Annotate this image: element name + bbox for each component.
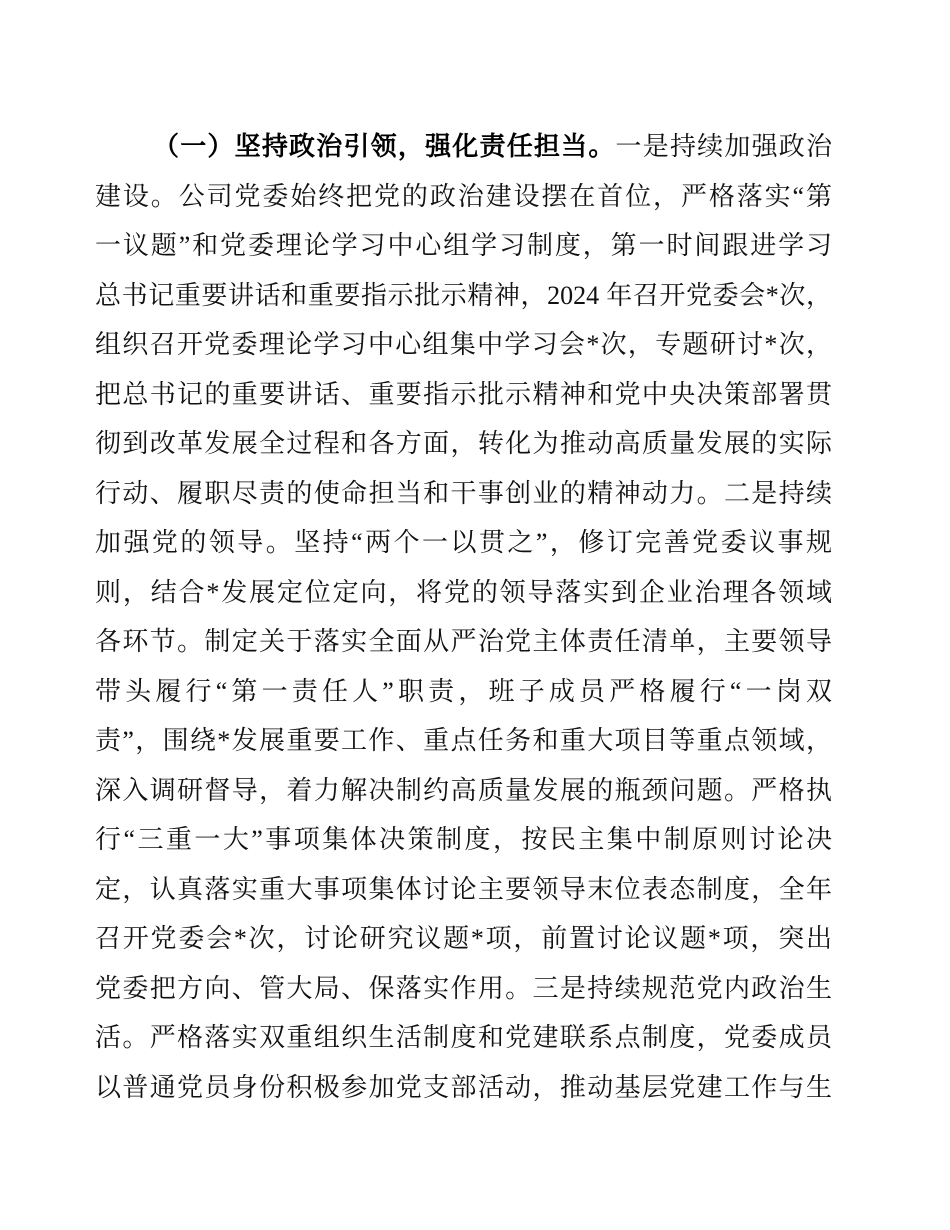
text-line: 定，认真落实重大事项集体讨论主要领导末位表态制度，全年 [95,874,832,904]
paragraph [95,122,832,1112]
text-line: 则，结合*发展定位定向，将党的领导落实到企业治理各领域 [95,577,832,607]
section-heading: （一）坚持政治引领，强化责任担当。 [153,132,616,161]
text-line: 以普通党员身份积极参加党支部活动，推动基层党建工作与生 [95,1072,832,1102]
text-line: 行“三重一大”事项集体决策制度，按民主集中制原则讨论决 [95,825,832,854]
text-line: 建设。公司党委始终把党的政治建设摆在首位，严格落实“第 [95,181,832,211]
text-line: 行动、履职尽责的使命担当和干事创业的精神动力。二是持续 [95,478,832,508]
text-line: 召开党委会*次，讨论研究议题*项，前置讨论议题*项，突出 [95,924,832,953]
text-line: 深入调研督导，着力解决制约高质量发展的瓶颈问题。严格执 [95,775,832,805]
text-line: 各环节。制定关于落实全面从严治党主体责任清单，主要领导 [95,627,832,656]
text-line: 一议题”和党委理论学习中心组学习制度，第一时间跟进学习 [95,231,832,260]
text-line-first [95,122,832,172]
text-line: 党委把方向、管大局、保落实作用。三是持续规范党内政治生 [95,973,832,1003]
body-text-run: 一是持续加强政治 [615,132,832,161]
text-line: 责”，围绕*发展重要工作、重点任务和重大项目等重点领域， [95,726,832,755]
text-line: 总书记重要讲话和重要指示批示精神，2024 年召开党委会*次， [95,280,832,310]
text-line: 活。严格落实双重组织生活制度和党建联系点制度，党委成员 [95,1023,832,1052]
text-line: 把总书记的重要讲话、重要指示批示精神和党中央决策部署贯 [95,379,832,409]
text-line: 带头履行“第一责任人”职责，班子成员严格履行“一岗双 [95,676,832,706]
text-line: 组织召开党委理论学习中心组集中学习会*次，专题研讨*次， [95,330,832,359]
text-line: 彻到改革发展全过程和各方面，转化为推动高质量发展的实际 [95,429,832,458]
text-line: 加强党的领导。坚持“两个一以贯之”，修订完善党委议事规 [95,528,832,557]
